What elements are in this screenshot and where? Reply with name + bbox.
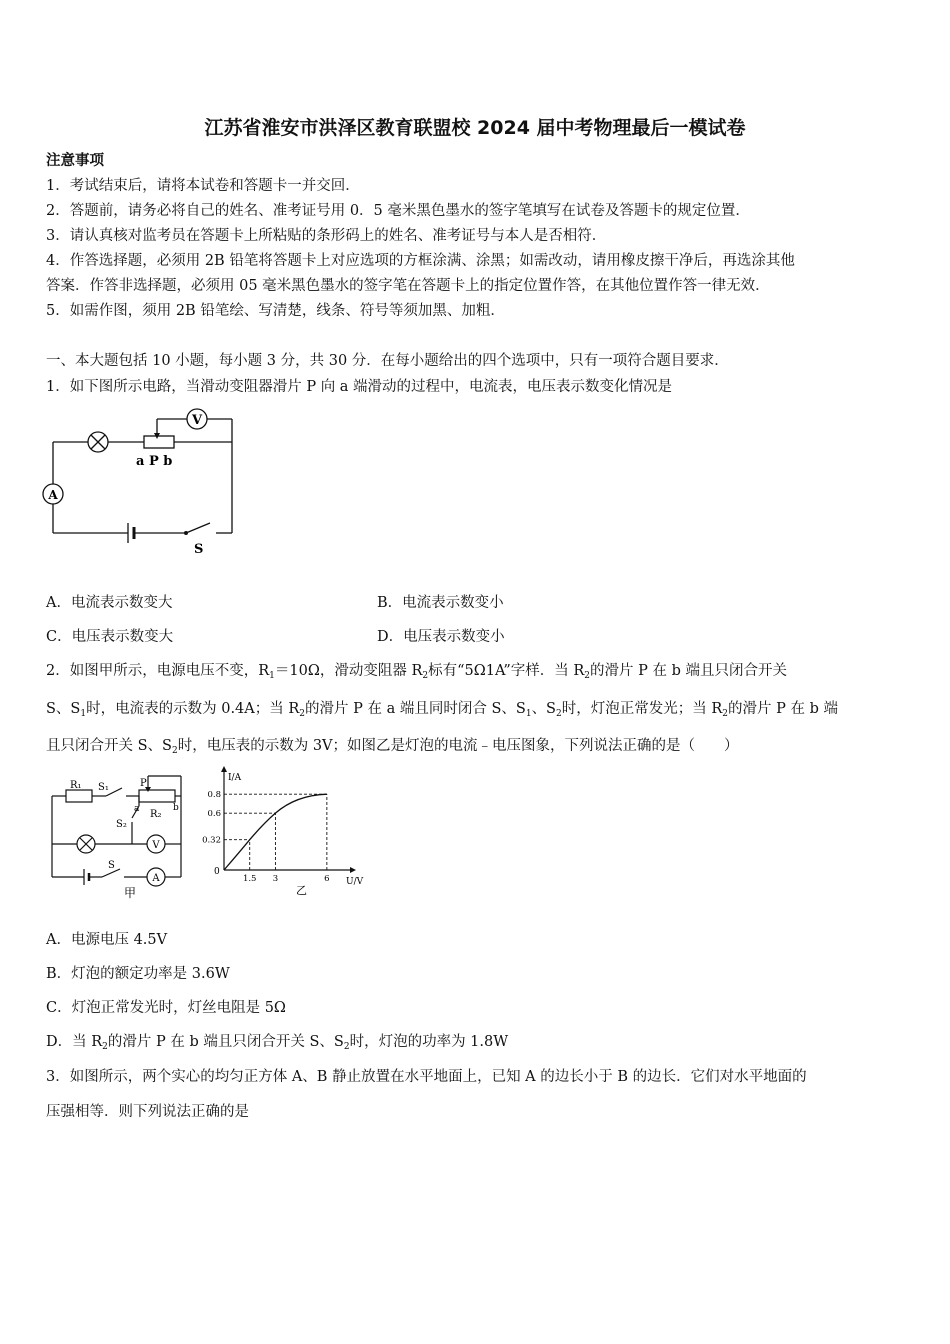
y-axis-arrow — [221, 766, 227, 772]
q1-option-a[interactable]: A．电流表示数变大 — [46, 595, 173, 611]
voltmeter-label: V — [152, 840, 160, 851]
ammeter-label: A — [48, 488, 58, 502]
notice-item: 3．请认真核对监考员在答题卡上所粘贴的条形码上的姓名、准考证号与本人是否相符． — [46, 228, 607, 244]
switch-label: S — [194, 542, 204, 557]
y-axis-label: I/A — [228, 773, 242, 783]
x-axis-label: U/V — [346, 877, 364, 887]
q2-option-d[interactable]: D．当 $R_2$的滑片 P 在 b 端且只闭合开关 S、$S_2$时，灯泡的功率为 1.8W — [46, 1034, 509, 1052]
iv-chart — [196, 770, 364, 900]
x-axis-arrow — [350, 867, 356, 873]
figure-caption-jia: 甲 — [124, 886, 137, 900]
notice-item: 答案．作答非选择题，必须用 05 毫米黑色墨水的签字笔在答题卡上的指定位置作答，在其他位置作答一律无效． — [46, 278, 770, 294]
y-tick-label: 0.6 — [207, 809, 221, 820]
s1-label: S₁ — [98, 782, 109, 793]
q1-option-c[interactable]: C．电压表示数变大 — [46, 629, 174, 645]
voltmeter-label: V — [191, 413, 203, 428]
q2-stem-line2: S、$S_1$时，电流表的示数为 0.4A；当 $R_2$的滑片 P 在 a 端且同时闭合 S、$S_1$、$S_2$时，灯泡正常发光；当 $R_2$的滑片 P 在 b 端 — [46, 701, 838, 719]
ammeter-label: A — [152, 873, 160, 884]
s2-label: S₂ — [116, 819, 127, 830]
r1-label: R₁ — [70, 780, 82, 791]
slider-b-label: b — [173, 803, 179, 813]
notice-item: 5．如需作图，须用 2B 铅笔绘、写清楚，线条、符号等须加黑、加粗． — [46, 303, 505, 319]
section-heading: 一、本大题包括 10 小题，每小题 3 分，共 30 分．在每小题给出的四个选项中，只有一项符合题目要求． — [46, 353, 729, 369]
x-tick-label: 3 — [272, 874, 279, 884]
y-tick-label: 0.8 — [207, 790, 221, 801]
q3-stem-line1: 3．如图所示，两个实心的均匀正方体 A、B 静止放置在水平地面上，已知 A 的边长小于 B 的边长．它们对水平地面的 — [46, 1069, 807, 1085]
slider-a-label: a — [134, 804, 140, 814]
switch-label: S — [108, 860, 115, 871]
origin-label: 0 — [214, 867, 220, 877]
q2-option-c[interactable]: C．灯泡正常发光时，灯丝电阻是 5Ω — [46, 1000, 286, 1016]
q2-option-a[interactable]: A．电源电压 4.5V — [46, 932, 168, 948]
q2-stem-line3: 且只闭合开关 S、$S_2$时，电压表的示数为 3V；如图乙是灯泡的电流﹣电压图象，下列说法正确的是（ ） — [46, 738, 739, 756]
page-title: 江苏省淮安市洪泽区教育联盟校 2024 届中考物理最后一模试卷 — [204, 117, 746, 139]
notice-item: 4．作答选择题，必须用 2B 铅笔将答题卡上对应选项的方框涂满、涂黑；如需改动，请用橡皮擦干净后，再选涂其他 — [46, 253, 795, 269]
q1-option-b[interactable]: B．电流表示数变小 — [377, 595, 504, 611]
q2-option-b[interactable]: B．灯泡的额定功率是 3.6W — [46, 966, 230, 982]
q3-stem-line2: 压强相等．则下列说法正确的是 — [46, 1104, 249, 1120]
q2-circuit-diagram — [44, 770, 194, 900]
q1-option-d[interactable]: D．电压表示数变小 — [377, 629, 505, 645]
notice-heading: 注意事项 — [46, 152, 104, 169]
r2-label: R₂ — [150, 809, 162, 820]
notice-item: 2．答题前，请务必将自己的姓名、准考证号用 0．5 毫米黑色墨水的签字笔填写在试卷及答题卡的规定位置． — [46, 203, 750, 219]
y-tick-label: 0.32 — [202, 835, 221, 846]
notice-item: 1．考试结束后，请将本试卷和答题卡一并交回． — [46, 178, 360, 194]
q1-circuit-diagram — [44, 405, 244, 555]
q1-stem: 1．如下图所示电路，当滑动变阻器滑片 P 向 a 端滑动的过程中，电流表，电压表示数变化情况是 — [46, 379, 673, 395]
x-tick-label: 1.5 — [242, 874, 257, 884]
q2-stem-line1: 2．如图甲所示，电源电压不变，$R_1=10\Omega$，滑动变阻器 $R_2$标有“5Ω1A”字样．当 $R_2$的滑片 P 在 b 端且只闭合开关 — [46, 663, 788, 681]
slider-labels: a P b — [136, 454, 173, 469]
figure-caption-yi: 乙 — [296, 884, 307, 897]
slider-p-label: P — [140, 778, 147, 789]
x-tick-label: 6 — [324, 874, 330, 884]
